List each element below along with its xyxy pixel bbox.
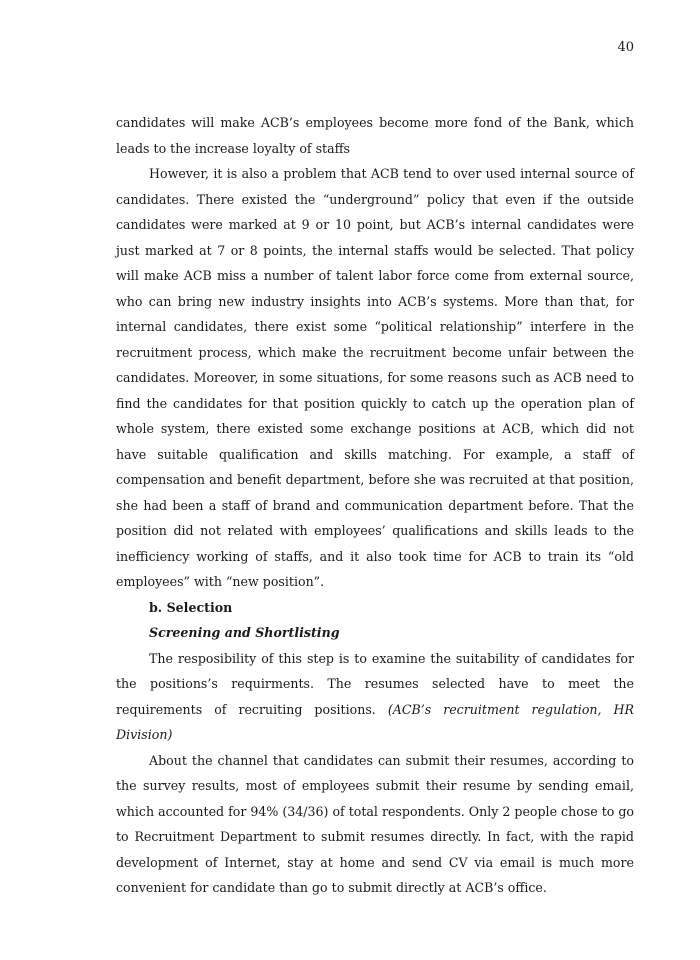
paragraph-continuation: candidates will make ACB’s employees become more fond of the Bank, which leads to the increase loyalty of staffs	[116, 115, 634, 156]
page-number: 40	[617, 40, 634, 55]
citation-reference: (ACB’s recruitment regulation, HR Division)	[116, 701, 634, 742]
paragraph-screening-text: The resposibility of this step is to examine the suitability of candidates for the positions’s requirments. The resumes selected have to meet the requirements of recruiting positions.	[116, 650, 634, 717]
section-heading-selection: b. Selection	[149, 599, 233, 615]
paragraph-resume-channel: About the channel that candidates can submit their resumes, according to the survey results, most of employees submit their resume by sending email, which accounted for 94% (34/36) of total respondents. Only 2 people chose to go to Recruitment Department to submit resumes directly. In fact, with the rapid development of Internet, stay at home and send CV via email is much more convenient for candidate than go to submit directly at ACB’s office.	[116, 752, 634, 895]
paragraph-internal-source-problem: However, it is also a problem that ACB tend to over used internal source of candidates. There existed the “underground” policy that even if the outside candidates were marked at 9 or 10 point, but ACB’s internal candidates were just marked at 7 or 8 points, the internal staffs would be selected. That policy will make ACB miss a number of talent labor force come from external source, who can bring new industry insights into ACB’s systems. More than that, for internal candidates, there exist some “political relationship” interfere in the recruitment process, which make the recruitment become unfair between the candidates. Moreover, in some situations, for some reasons such as ACB need to find the candidates for that position quickly to catch up the operation plan of whole system, there existed some exchange positions at ACB, which did not have suitable qualification and skills matching. For example, a staff of compensation and benefit department, before she was recruited at that position, she had been a staff of brand and communication department before. That the position did not related with employees’ qualifications and skills leads to the inefficiency working of staffs, and it also took time for ACB to train its “old employees” with “new position”.	[116, 166, 634, 589]
subsection-heading-screening: Screening and Shortlisting	[149, 625, 340, 640]
paragraph-screening-responsibility	[116, 646, 634, 748]
body-text	[116, 110, 634, 901]
